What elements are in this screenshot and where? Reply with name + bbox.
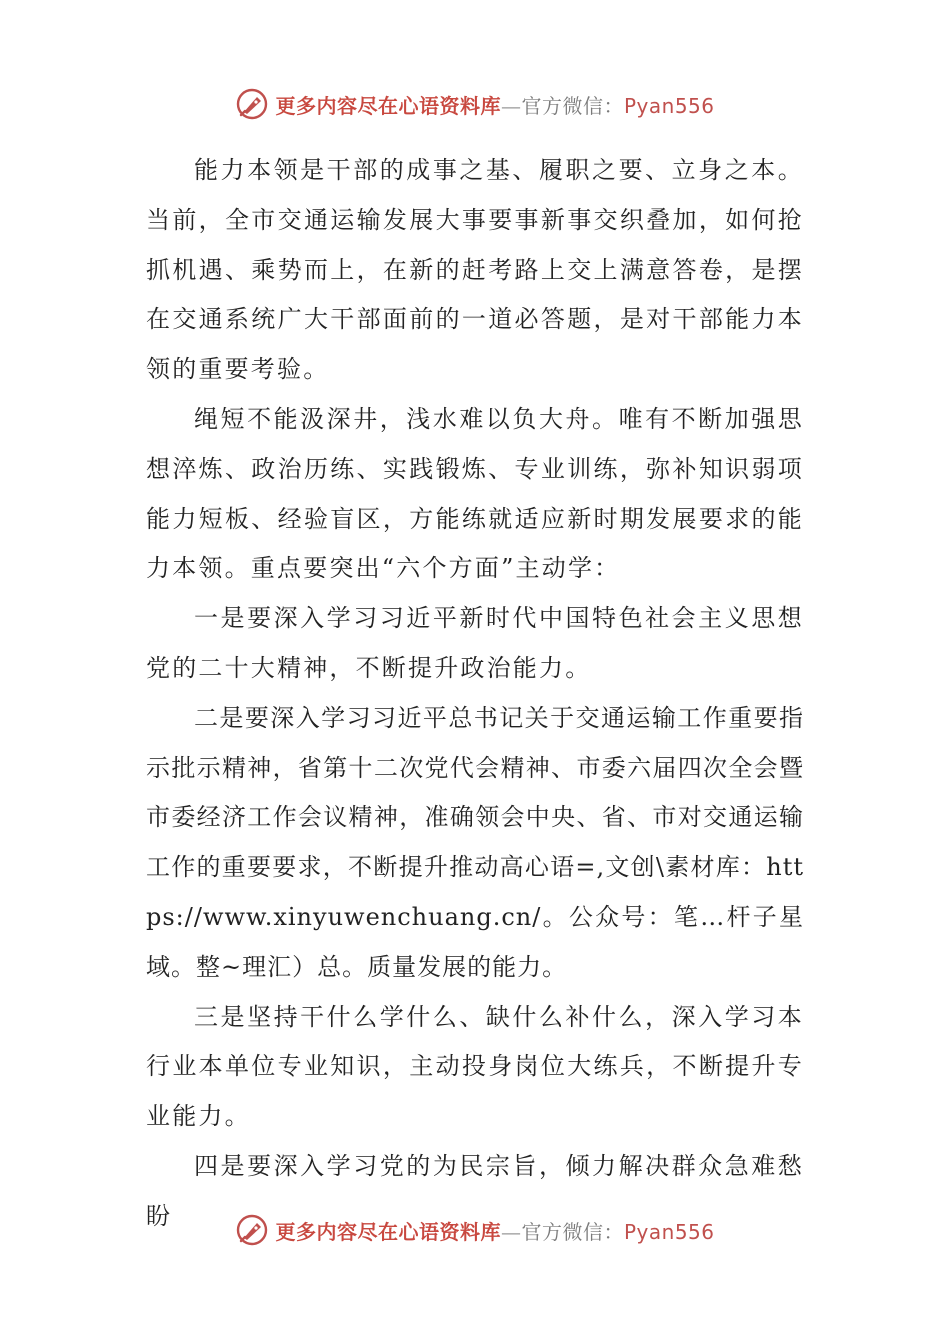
paragraph-1: 能力本领是干部的成事之基、履职之要、立身之本。当前，全市交通运输发展大事要事新事交织叠加，如何抢抓机遇、乘势而上，在新的赶考路上交上满意答卷，是摆在交通系统广大干部面前的一道必答题，是对干部能力本领的重要考验。: [146, 156, 804, 384]
paragraph-6: 四是要深入学习党的为民宗旨，倾力解决群众急难愁盼: [146, 1151, 804, 1230]
banner-wechat-label: 官方微信：: [521, 1219, 624, 1244]
footer-banner-text: [275, 1216, 714, 1245]
banner-wechat-id: Pyan556: [623, 1219, 715, 1244]
banner-site-name: 更多内容尽在心语资料库: [275, 1219, 501, 1244]
banner-separator: —: [500, 1219, 522, 1244]
paragraph-5: 三是坚持干什么学什么、缺什么补什么，深入学习本行业本单位专业知识，主动投身岗位大练兵，不断提升专业能力。: [146, 1002, 804, 1131]
banner-wechat-id: Pyan556: [623, 93, 715, 118]
pen-nib-logo-icon: [235, 1213, 269, 1247]
header-watermark-banner: [0, 84, 950, 124]
banner-separator: —: [500, 93, 522, 118]
paragraph-3: 一是要深入学习习近平新时代中国特色社会主义思想党的二十大精神，不断提升政治能力。: [146, 604, 804, 682]
paragraph-2: 绳短不能汲深井，浅水难以负大舟。唯有不断加强思想淬炼、政治历练、实践锻炼、专业训练，弥补知识弱项能力短板、经验盲区，方能练就适应新时期发展要求的能力本领。重点要突出“六个方面”主动学：: [146, 404, 804, 583]
document-body: [146, 146, 804, 1242]
banner-wechat-label: 官方微信：: [521, 93, 624, 118]
header-banner-text: [275, 90, 714, 119]
paragraph-4: 二是要深入学习习近平总书记关于交通运输工作重要指示批示精神，省第十二次党代会精神、市委六届四次全会暨市委经济工作会议精神，准确领会中央、省、市对交通运输工作的重要要求，不断提升推动高心语=,文创\素材库：https://www.xinyuwenchuang.cn/。公众号：笔…杆子星域。整~理汇）总。质量发展的能力。: [146, 703, 804, 981]
banner-site-name: 更多内容尽在心语资料库: [275, 93, 501, 118]
footer-watermark-banner: [0, 1210, 950, 1250]
pen-nib-logo-icon: [235, 87, 269, 121]
